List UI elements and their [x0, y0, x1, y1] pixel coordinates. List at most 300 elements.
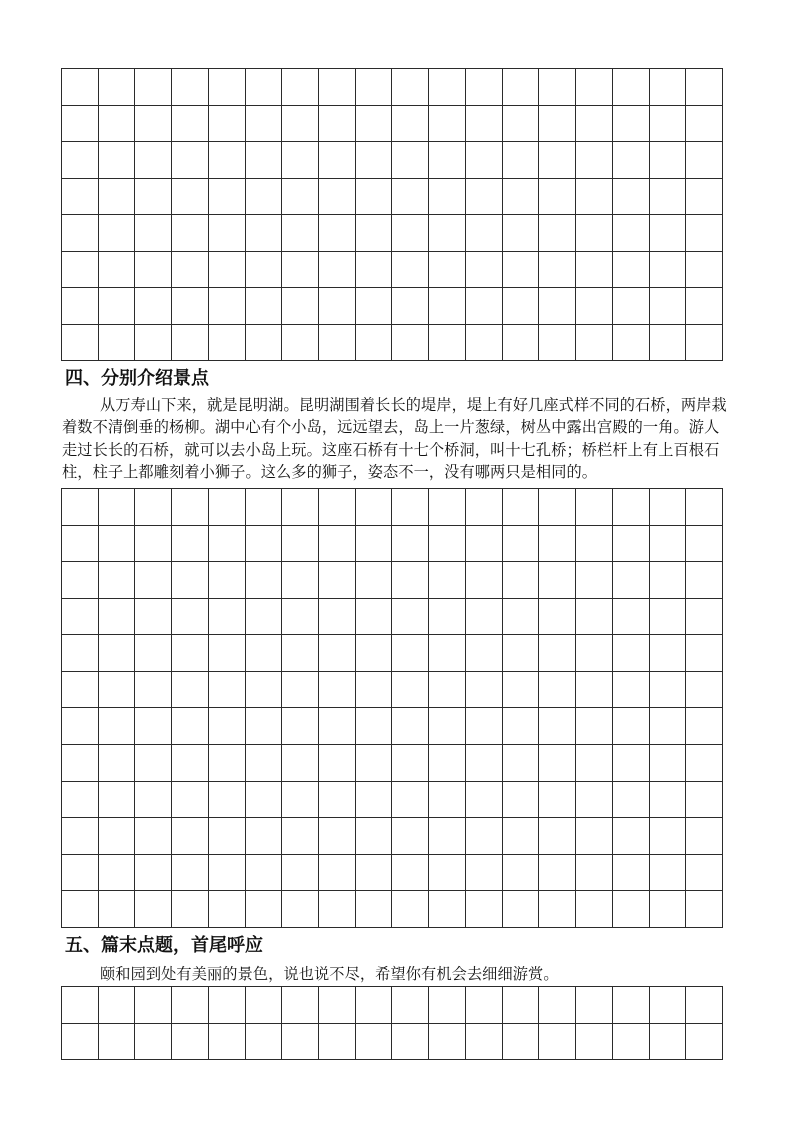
grid-cell — [319, 215, 356, 252]
grid-cell — [282, 215, 319, 252]
grid-cell — [135, 215, 172, 252]
grid-cell — [392, 855, 429, 892]
grid-cell — [650, 69, 687, 106]
grid-cell — [209, 1024, 246, 1061]
grid-cell — [319, 672, 356, 709]
grid-cell — [686, 106, 723, 143]
grid-cell — [172, 635, 209, 672]
grid-cell — [686, 708, 723, 745]
grid-cell — [539, 106, 576, 143]
grid-cell — [172, 489, 209, 526]
section-4-paragraph: 从万寿山下来，就是昆明湖。昆明湖围着长长的堤岸，堤上有好几座式样不同的石桥，两岸栽着数不清倒垂的杨柳。湖中心有个小岛，远远望去，岛上一片葱绿，树丛中露出宫殿的一角。游人走过长长的石桥，就可以去小岛上玩。这座石桥有十七个桥洞，叫十七孔桥；桥栏杆上有上百根石柱，柱子上都雕刻着小狮子。这么多的狮子，姿态不一，没有哪两只是相同的。 — [62, 396, 727, 482]
grid-cell — [613, 1024, 650, 1061]
grid-cell — [392, 818, 429, 855]
grid-cell — [650, 818, 687, 855]
grid-cell — [539, 562, 576, 599]
grid-cell — [392, 142, 429, 179]
grid-cell — [62, 252, 99, 289]
grid-cell — [246, 635, 283, 672]
grid-cell — [135, 987, 172, 1024]
grid-cell — [135, 745, 172, 782]
grid-cell — [539, 855, 576, 892]
grid-cell — [135, 891, 172, 928]
grid-cell — [466, 672, 503, 709]
grid-cell — [282, 818, 319, 855]
grid-cell — [319, 288, 356, 325]
grid-cell — [135, 562, 172, 599]
grid-cell — [503, 855, 540, 892]
grid-cell — [466, 179, 503, 216]
grid-cell — [319, 891, 356, 928]
grid-cell — [686, 987, 723, 1024]
grid-cell — [392, 489, 429, 526]
grid-cell — [209, 818, 246, 855]
grid-cell — [62, 1024, 99, 1061]
grid-cell — [99, 1024, 136, 1061]
grid-cell — [356, 635, 393, 672]
grid-cell — [135, 489, 172, 526]
grid-cell — [99, 599, 136, 636]
grid-cell — [356, 708, 393, 745]
grid-cell — [613, 987, 650, 1024]
grid-cell — [539, 142, 576, 179]
grid-cell — [539, 818, 576, 855]
grid-cell — [686, 635, 723, 672]
grid-cell — [650, 891, 687, 928]
grid-cell — [650, 288, 687, 325]
grid-cell — [282, 672, 319, 709]
grid-cell — [356, 288, 393, 325]
grid-cell — [172, 69, 209, 106]
grid-cell — [576, 855, 613, 892]
grid-cell — [319, 69, 356, 106]
grid-cell — [209, 782, 246, 819]
grid-cell — [466, 489, 503, 526]
grid-cell — [62, 526, 99, 563]
grid-cell — [282, 489, 319, 526]
grid-cell — [429, 818, 466, 855]
grid-cell — [466, 325, 503, 362]
grid-cell — [282, 69, 319, 106]
grid-cell — [539, 288, 576, 325]
grid-cell — [282, 179, 319, 216]
grid-cell — [172, 987, 209, 1024]
grid-cell — [172, 142, 209, 179]
grid-cell — [62, 179, 99, 216]
grid-cell — [209, 745, 246, 782]
grid-cell — [576, 69, 613, 106]
grid-cell — [172, 526, 209, 563]
grid-cell — [650, 782, 687, 819]
grid-cell — [429, 635, 466, 672]
grid-cell — [62, 635, 99, 672]
grid-cell — [503, 179, 540, 216]
grid-cell — [539, 526, 576, 563]
grid-cell — [62, 782, 99, 819]
grid-cell — [319, 708, 356, 745]
grid-cell — [539, 599, 576, 636]
grid-cell — [576, 1024, 613, 1061]
grid-cell — [356, 215, 393, 252]
grid-cell — [99, 215, 136, 252]
grid-cell — [392, 672, 429, 709]
grid-cell — [392, 325, 429, 362]
grid-cell — [466, 1024, 503, 1061]
grid-cell — [613, 599, 650, 636]
grid-cell — [686, 489, 723, 526]
grid-cell — [503, 672, 540, 709]
grid-cell — [135, 635, 172, 672]
grid-cell — [576, 179, 613, 216]
grid-cell — [650, 106, 687, 143]
grid-cell — [429, 562, 466, 599]
grid-cell — [392, 215, 429, 252]
grid-cell — [135, 782, 172, 819]
grid-cell — [246, 745, 283, 782]
grid-cell — [319, 745, 356, 782]
grid-cell — [576, 562, 613, 599]
grid-cell — [319, 782, 356, 819]
grid-cell — [246, 142, 283, 179]
grid-cell — [503, 69, 540, 106]
grid-cell — [686, 891, 723, 928]
grid-cell — [686, 142, 723, 179]
grid-cell — [429, 745, 466, 782]
grid-cell — [99, 288, 136, 325]
grid-cell — [282, 891, 319, 928]
grid-cell — [686, 818, 723, 855]
grid-cell — [503, 325, 540, 362]
grid-cell — [172, 782, 209, 819]
grid-cell — [503, 987, 540, 1024]
grid-cell — [246, 562, 283, 599]
grid-cell — [539, 325, 576, 362]
grid-cell — [135, 599, 172, 636]
grid-cell — [209, 288, 246, 325]
grid-cell — [319, 526, 356, 563]
grid-cell — [209, 855, 246, 892]
grid-cell — [172, 708, 209, 745]
grid-cell — [99, 179, 136, 216]
grid-cell — [686, 745, 723, 782]
grid-cell — [503, 891, 540, 928]
grid-cell — [503, 818, 540, 855]
grid-cell — [539, 891, 576, 928]
writing-grid-middle — [61, 488, 723, 928]
grid-cell — [503, 215, 540, 252]
grid-cell — [686, 672, 723, 709]
grid-cell — [209, 215, 246, 252]
grid-cell — [356, 782, 393, 819]
grid-cell — [209, 179, 246, 216]
grid-cell — [429, 672, 466, 709]
section-4-heading: 四、分别介绍景点 — [65, 368, 209, 389]
grid-cell — [319, 599, 356, 636]
grid-cell — [686, 69, 723, 106]
grid-cell — [613, 672, 650, 709]
grid-cell — [503, 562, 540, 599]
grid-cell — [356, 489, 393, 526]
grid-cell — [62, 708, 99, 745]
grid-cell — [686, 855, 723, 892]
grid-cell — [429, 782, 466, 819]
grid-cell — [62, 672, 99, 709]
grid-cell — [539, 179, 576, 216]
grid-cell — [209, 325, 246, 362]
grid-cell — [650, 987, 687, 1024]
grid-cell — [172, 288, 209, 325]
grid-cell — [319, 179, 356, 216]
grid-cell — [503, 142, 540, 179]
grid-cell — [209, 672, 246, 709]
grid-cell — [576, 745, 613, 782]
grid-cell — [99, 106, 136, 143]
grid-cell — [209, 106, 246, 143]
grid-cell — [62, 288, 99, 325]
grid-cell — [135, 672, 172, 709]
grid-cell — [282, 782, 319, 819]
grid-cell — [466, 106, 503, 143]
grid-cell — [135, 69, 172, 106]
grid-cell — [686, 179, 723, 216]
grid-cell — [613, 818, 650, 855]
grid-cell — [613, 288, 650, 325]
grid-cell — [172, 325, 209, 362]
grid-cell — [62, 987, 99, 1024]
grid-cell — [356, 325, 393, 362]
grid-cell — [429, 106, 466, 143]
grid-cell — [650, 142, 687, 179]
grid-cell — [319, 818, 356, 855]
grid-cell — [650, 672, 687, 709]
grid-cell — [576, 215, 613, 252]
grid-cell — [99, 252, 136, 289]
grid-cell — [613, 69, 650, 106]
grid-cell — [99, 855, 136, 892]
grid-cell — [686, 782, 723, 819]
grid-cell — [466, 599, 503, 636]
grid-cell — [172, 891, 209, 928]
grid-cell — [466, 891, 503, 928]
grid-cell — [650, 325, 687, 362]
grid-cell — [686, 252, 723, 289]
grid-cell — [135, 252, 172, 289]
grid-cell — [282, 745, 319, 782]
grid-cell — [282, 252, 319, 289]
grid-cell — [62, 562, 99, 599]
grid-cell — [539, 489, 576, 526]
grid-cell — [392, 891, 429, 928]
grid-cell — [429, 142, 466, 179]
grid-cell — [613, 179, 650, 216]
grid-cell — [209, 891, 246, 928]
grid-cell — [246, 599, 283, 636]
grid-cell — [392, 745, 429, 782]
grid-cell — [429, 69, 466, 106]
grid-cell — [319, 142, 356, 179]
grid-cell — [356, 179, 393, 216]
grid-cell — [392, 252, 429, 289]
grid-cell — [613, 142, 650, 179]
grid-cell — [246, 891, 283, 928]
grid-cell — [466, 987, 503, 1024]
grid-cell — [576, 325, 613, 362]
grid-cell — [62, 855, 99, 892]
grid-cell — [282, 142, 319, 179]
grid-cell — [209, 489, 246, 526]
grid-cell — [282, 855, 319, 892]
grid-cell — [319, 1024, 356, 1061]
grid-cell — [503, 635, 540, 672]
grid-cell — [99, 672, 136, 709]
grid-cell — [172, 599, 209, 636]
grid-cell — [356, 745, 393, 782]
grid-cell — [246, 106, 283, 143]
grid-cell — [282, 1024, 319, 1061]
grid-cell — [503, 288, 540, 325]
grid-cell — [613, 489, 650, 526]
grid-cell — [392, 635, 429, 672]
grid-cell — [62, 215, 99, 252]
grid-cell — [686, 1024, 723, 1061]
grid-cell — [466, 69, 503, 106]
grid-cell — [576, 708, 613, 745]
grid-cell — [576, 489, 613, 526]
grid-cell — [135, 818, 172, 855]
grid-cell — [99, 489, 136, 526]
grid-cell — [429, 526, 466, 563]
grid-cell — [62, 745, 99, 782]
grid-cell — [135, 179, 172, 216]
grid-cell — [466, 708, 503, 745]
grid-cell — [246, 252, 283, 289]
grid-cell — [135, 708, 172, 745]
grid-cell — [539, 252, 576, 289]
grid-cell — [62, 489, 99, 526]
grid-cell — [282, 106, 319, 143]
grid-cell — [576, 526, 613, 563]
section-5-heading: 五、篇末点题，首尾呼应 — [65, 935, 263, 956]
grid-cell — [576, 142, 613, 179]
grid-cell — [209, 526, 246, 563]
grid-cell — [466, 855, 503, 892]
section-5-paragraph: 颐和园到处有美丽的景色，说也说不尽，希望你有机会去细细游赏。 — [100, 965, 559, 983]
grid-cell — [539, 69, 576, 106]
grid-cell — [135, 855, 172, 892]
grid-cell — [135, 325, 172, 362]
grid-cell — [356, 1024, 393, 1061]
grid-cell — [209, 252, 246, 289]
grid-cell — [613, 635, 650, 672]
grid-cell — [356, 252, 393, 289]
grid-cell — [99, 325, 136, 362]
grid-cell — [503, 745, 540, 782]
grid-cell — [686, 325, 723, 362]
grid-cell — [319, 855, 356, 892]
grid-cell — [392, 106, 429, 143]
grid-cell — [246, 215, 283, 252]
grid-cell — [356, 599, 393, 636]
grid-cell — [429, 288, 466, 325]
grid-cell — [172, 215, 209, 252]
writing-grid-top — [61, 68, 723, 361]
grid-cell — [135, 1024, 172, 1061]
grid-cell — [246, 818, 283, 855]
grid-cell — [650, 179, 687, 216]
grid-cell — [209, 987, 246, 1024]
grid-cell — [503, 489, 540, 526]
grid-cell — [466, 635, 503, 672]
grid-cell — [356, 106, 393, 143]
grid-cell — [246, 69, 283, 106]
grid-cell — [209, 708, 246, 745]
grid-cell — [650, 252, 687, 289]
grid-cell — [246, 325, 283, 362]
grid-cell — [172, 745, 209, 782]
grid-cell — [503, 252, 540, 289]
grid-cell — [613, 325, 650, 362]
grid-cell — [135, 142, 172, 179]
grid-cell — [62, 818, 99, 855]
grid-cell — [62, 599, 99, 636]
grid-cell — [99, 708, 136, 745]
grid-cell — [246, 708, 283, 745]
grid-cell — [686, 562, 723, 599]
grid-cell — [429, 325, 466, 362]
grid-cell — [319, 106, 356, 143]
grid-cell — [356, 987, 393, 1024]
grid-cell — [429, 489, 466, 526]
grid-cell — [613, 252, 650, 289]
grid-cell — [429, 855, 466, 892]
grid-cell — [576, 288, 613, 325]
grid-cell — [613, 708, 650, 745]
grid-cell — [209, 599, 246, 636]
grid-cell — [466, 818, 503, 855]
grid-cell — [282, 288, 319, 325]
grid-cell — [539, 987, 576, 1024]
grid-cell — [99, 891, 136, 928]
grid-cell — [356, 69, 393, 106]
grid-cell — [99, 745, 136, 782]
grid-cell — [356, 891, 393, 928]
grid-cell — [429, 179, 466, 216]
grid-cell — [246, 1024, 283, 1061]
grid-cell — [429, 987, 466, 1024]
grid-cell — [319, 252, 356, 289]
grid-cell — [392, 708, 429, 745]
grid-cell — [99, 142, 136, 179]
grid-cell — [392, 179, 429, 216]
grid-cell — [429, 708, 466, 745]
grid-cell — [503, 1024, 540, 1061]
grid-cell — [429, 215, 466, 252]
grid-cell — [466, 562, 503, 599]
grid-cell — [246, 288, 283, 325]
grid-cell — [686, 599, 723, 636]
writing-grid-bottom — [61, 986, 723, 1060]
grid-cell — [576, 818, 613, 855]
grid-cell — [209, 635, 246, 672]
grid-cell — [539, 708, 576, 745]
grid-cell — [172, 672, 209, 709]
grid-cell — [209, 69, 246, 106]
grid-cell — [539, 635, 576, 672]
grid-cell — [172, 179, 209, 216]
grid-cell — [282, 562, 319, 599]
grid-cell — [466, 288, 503, 325]
grid-cell — [246, 987, 283, 1024]
